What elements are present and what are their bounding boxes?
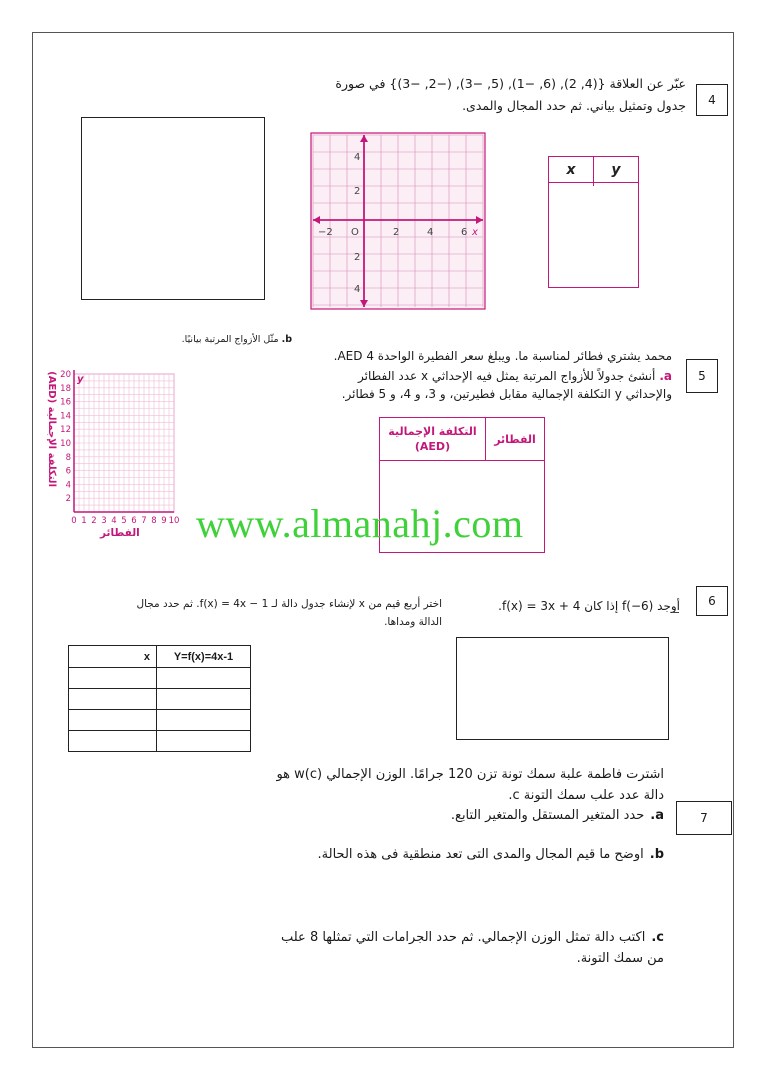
grid-x-axis-label: x: [472, 227, 478, 238]
question-7-b-label: b.: [649, 847, 664, 862]
grid-x-label-neg2: −2: [318, 227, 333, 238]
graph-x-tick-label: 0: [71, 516, 77, 526]
grid-x-label-4: 4: [427, 227, 434, 238]
grid-y-label-2: 2: [354, 186, 361, 197]
pies-table-header-pies: الفطائر: [485, 418, 544, 460]
grid-y-label-neg4: 4: [354, 284, 361, 295]
question-6-underscore: [673, 612, 679, 613]
graph-y-tick-label: 16: [60, 397, 71, 408]
question-7-line1: اشترت فاطمة علبة سمك تونة تزن 120 جرامًا. الوزن الإجمالي w(c) هو: [276, 767, 664, 782]
question-7-number: 7: [676, 801, 732, 835]
question-5-b-label: b.: [281, 334, 292, 345]
question-5-a-line2: والإحداثي y التكلفة الإجمالية مقابل فطيرتين، و 3، و 4، و 5 فطائر.: [341, 387, 672, 401]
graph-x-tick-label: 6: [131, 516, 137, 526]
question-5-b: b.مثّل الأزواج المرتبة بيانيًا.: [181, 334, 292, 345]
graph-y-tick-label: 14: [60, 411, 71, 422]
graph-x-tick-label: 10: [168, 516, 180, 526]
graph-y-tick-label: 20: [60, 370, 71, 380]
table-row[interactable]: [69, 668, 251, 689]
question-5-a-line1: a.أنشئ جدولاً للأزواج المرتبة يمثل فيه الإحداثي x عدد الفطائر: [358, 369, 672, 383]
xy-table-header-x: x: [549, 157, 594, 182]
graph-y-tick-label: 10: [60, 439, 71, 449]
grid-y-label-neg2: 2: [354, 252, 361, 263]
question-5-graph-x-title: الفطائر: [100, 527, 140, 539]
question-4-number: 4: [696, 84, 728, 116]
question-7-a-label: a.: [650, 808, 664, 823]
question-7-line2: دالة عدد علب سمك التونة c.: [508, 788, 664, 803]
graph-x-tick-label: 8: [151, 516, 157, 526]
table-row[interactable]: [69, 689, 251, 710]
question-4-line2: جدول وتمثيل بياني. ثم حدد المجال والمدى.: [462, 98, 686, 113]
question-6-function-table[interactable]: [68, 645, 251, 752]
graph-x-tick-label: 9: [161, 516, 167, 526]
grid-x-label-6: 6: [461, 227, 468, 238]
grid-origin-label: O: [351, 227, 359, 238]
question-7-c-line2: من سمك التونة.: [576, 951, 664, 966]
question-6-number: 6: [696, 586, 728, 616]
graph-y-tick-label: 8: [65, 452, 71, 463]
graph-y-axis-letter: y: [77, 374, 84, 385]
question-6-left-text-1: اختر أربع قيم من x لإنشاء جدول دالة لـ f(x) = 4x − 1. ثم حدد مجال: [136, 598, 442, 610]
question-7-a: a.حدد المتغير المستقل والمتغير التابع.: [450, 808, 664, 823]
graph-x-tick-label: 2: [91, 516, 97, 526]
question-5-graph-y-title: التكلفة الإجمالية (AED): [46, 371, 57, 487]
question-4-xy-table[interactable]: [548, 156, 639, 288]
grid-x-label-2: 2: [393, 227, 400, 238]
question-5-graph: [56, 362, 186, 532]
function-table-header-fx: Y=f(x)=4x-1: [157, 646, 251, 668]
graph-x-tick-label: 7: [141, 516, 147, 526]
question-5-a-label: a.: [659, 369, 672, 383]
question-5-number: 5: [686, 359, 718, 393]
question-7-c-label: c.: [651, 930, 664, 945]
question-6-answer-box[interactable]: [456, 637, 669, 740]
question-5-line1: محمد يشتري فطائر لمناسبة ما. ويبلغ سعر الفطيرة الواحدة AED 4.: [333, 349, 672, 363]
question-7-c-line1: c.اكتب دالة تمثل الوزن الإجمالي. ثم حدد الجرامات التي تمثلها 8 علب: [280, 930, 664, 945]
graph-y-tick-label: 18: [60, 383, 71, 394]
graph-y-tick-label: 2: [65, 494, 71, 505]
graph-x-tick-label: 4: [111, 516, 117, 526]
function-table-header-x: x: [69, 646, 157, 668]
question-4-answer-box[interactable]: [81, 117, 265, 300]
graph-x-tick-label: 1: [81, 516, 87, 526]
graph-y-tick-label: 6: [65, 466, 71, 477]
graph-x-tick-label: 5: [121, 516, 127, 526]
table-row[interactable]: [69, 731, 251, 752]
graph-y-tick-label: 12: [60, 425, 71, 436]
table-row[interactable]: [69, 710, 251, 731]
pies-table-header-cost: التكلفة الإجمالية (AED): [388, 425, 477, 453]
question-4-line1: عبّر عن العلاقة {(4, 2), (6, −1), (5, −3), (−2, −3)} في صورة: [335, 76, 686, 91]
graph-x-tick-label: 3: [101, 516, 107, 526]
question-4-coordinate-grid: [310, 132, 486, 310]
question-7-b: b.اوضح ما قيم المجال والمدى التى تعد منطقية فى هذه الحالة.: [317, 847, 664, 862]
graph-y-tick-label: 4: [65, 480, 71, 491]
xy-table-header-y: y: [611, 161, 621, 178]
grid-y-label-4: 4: [354, 152, 361, 163]
question-6-left-text-2: الدالة ومداها.: [384, 616, 442, 628]
question-6-right-text: أوجد f(−6) إذا كان f(x) = 3x + 4.: [498, 599, 680, 613]
watermark: www.almanahj.com: [196, 501, 524, 546]
